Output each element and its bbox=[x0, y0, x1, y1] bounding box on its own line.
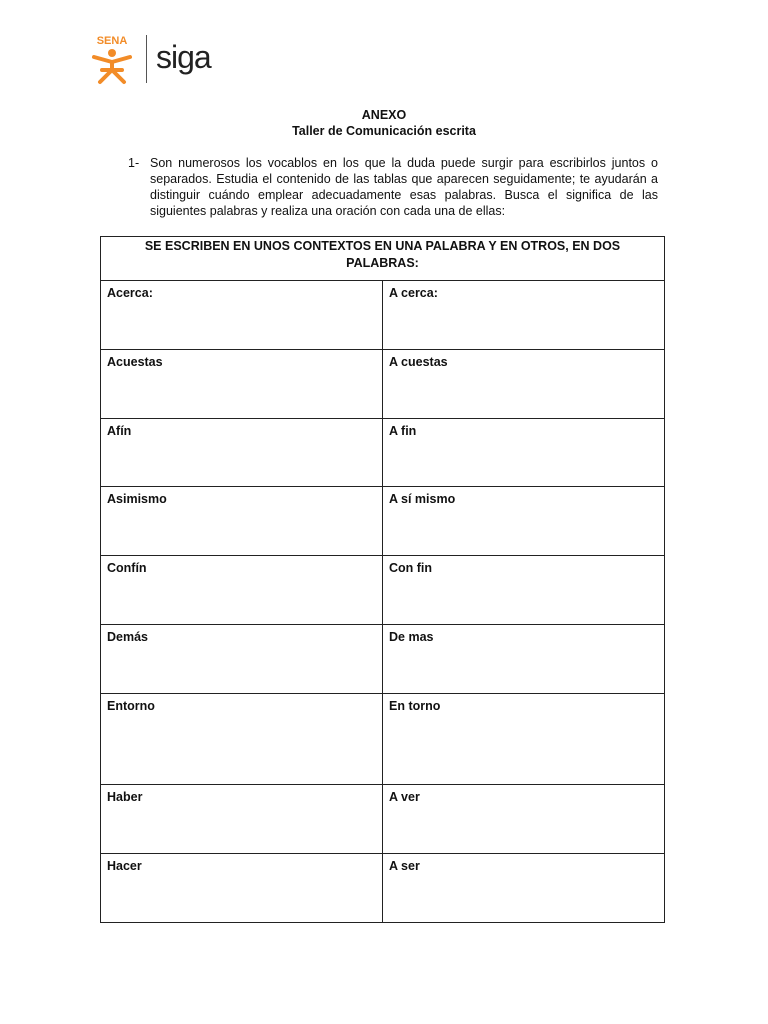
table-row bbox=[101, 487, 665, 556]
word-cell-right: De mas bbox=[383, 625, 665, 694]
word-cell-left: Confín bbox=[101, 556, 383, 625]
table-row bbox=[101, 694, 665, 785]
word-cell-right: A cerca: bbox=[383, 281, 665, 350]
word-cell-right: A ver bbox=[383, 785, 665, 854]
intro-item bbox=[128, 155, 658, 219]
word-cell-right: En torno bbox=[383, 694, 665, 785]
word-cell-left: Entorno bbox=[101, 694, 383, 785]
table-row bbox=[101, 785, 665, 854]
intro-paragraph: Son numerosos los vocablos en los que la duda puede surgir para escribirlos juntos o separados. Estudia el contenido de las tablas que aparecen seguidamente; te ayudarán a distinguir cuándo emplear adecuadamente esas palabras. Busca el significa de las siguientes palabras y realiza una oración con cada una de ellas: bbox=[150, 156, 658, 218]
table-row bbox=[101, 625, 665, 694]
word-cell-right: A fin bbox=[383, 419, 665, 487]
table-row bbox=[101, 556, 665, 625]
table-row bbox=[101, 854, 665, 923]
sena-logo-text: SENA bbox=[96, 35, 128, 47]
table-header: SE ESCRIBEN EN UNOS CONTEXTOS EN UNA PALABRA Y EN OTROS, EN DOS PALABRAS: bbox=[101, 237, 665, 281]
word-cell-left: Asimismo bbox=[101, 487, 383, 556]
document-subtitle: Taller de Comunicación escrita bbox=[292, 124, 476, 138]
sena-logo-icon bbox=[88, 32, 136, 86]
document-title: ANEXO bbox=[361, 108, 407, 122]
table-row bbox=[101, 281, 665, 350]
word-cell-left: Haber bbox=[101, 785, 383, 854]
word-cell-right: A cuestas bbox=[383, 350, 665, 419]
logo bbox=[88, 32, 248, 86]
word-cell-right: A sí mismo bbox=[383, 487, 665, 556]
word-cell-right: A ser bbox=[383, 854, 665, 923]
siga-logo-text: siga bbox=[156, 40, 211, 75]
word-cell-left: Afín bbox=[101, 419, 383, 487]
item-number: 1- bbox=[128, 156, 140, 170]
table-row bbox=[101, 419, 665, 487]
word-cell-left: Acerca: bbox=[101, 281, 383, 350]
table-row bbox=[101, 350, 665, 419]
word-cell-left: Hacer bbox=[101, 854, 383, 923]
word-cell-left: Demás bbox=[101, 625, 383, 694]
word-table bbox=[100, 236, 665, 923]
siga-logo-icon bbox=[154, 40, 236, 80]
table-header-row bbox=[101, 237, 665, 281]
word-cell-left: Acuestas bbox=[101, 350, 383, 419]
logo-divider bbox=[146, 35, 147, 83]
word-cell-right: Con fin bbox=[383, 556, 665, 625]
